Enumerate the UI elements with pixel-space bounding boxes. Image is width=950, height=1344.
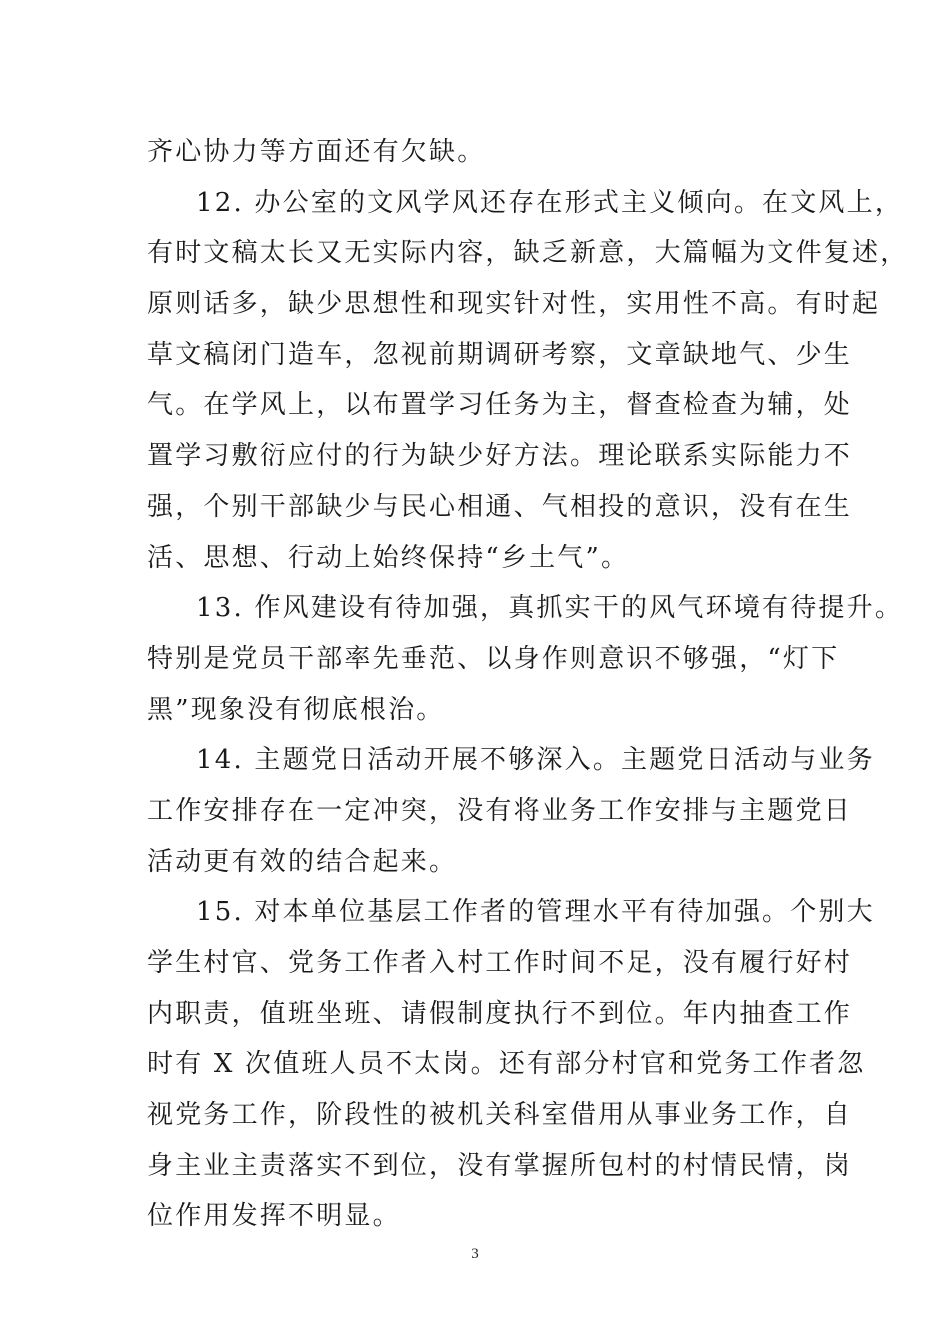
text-line: 特别是党员干部率先垂范、以身作则意识不够强，“灯下 (147, 643, 840, 674)
text-line: 有时文稿太长又无实际内容，缺乏新意，大篇幅为文件复述， (147, 238, 909, 269)
text-line: 草文稿闭门造车，忽视前期调研考察，文章缺地气、少生 (147, 339, 853, 370)
text-line: 工作安排存在一定冲突，没有将业务工作安排与主题党日 (147, 795, 853, 826)
text-line: 活、思想、行动上始终保持“乡土气”。 (147, 542, 630, 573)
document-body (147, 127, 909, 1242)
text-line: 齐心协力等方面还有欠缺。 (147, 137, 486, 167)
text-line: 学生村官、党务工作者入村工作时间不足，没有履行好村 (147, 948, 853, 978)
text-line: 置学习敷衍应付的行为缺少好方法。理论联系实际能力不 (147, 441, 853, 472)
text-line: 活动更有效的结合起来。 (147, 846, 458, 877)
text-line: 视党务工作，阶段性的被机关科室借用从事业务工作，自 (147, 1100, 853, 1131)
text-line: 强，个别干部缺少与民心相通、气相投的意识，没有在生 (147, 491, 853, 522)
paragraph-14-start: 14. 主题党日活动开展不够深入。主题党日活动与业务 (196, 745, 875, 776)
text-line: 内职责，值班坐班、请假制度执行不到位。年内抽查工作 (147, 998, 853, 1029)
text-line: 黑”现象没有彻底根治。 (147, 694, 445, 725)
text-line: 气。在学风上，以布置学习任务为主，督查检查为辅，处 (147, 390, 853, 421)
paragraph-12-start: 12. 办公室的文风学风还存在形式主义倾向。在文风上， (196, 187, 904, 218)
text-line: 身主业主责落实不到位，没有掌握所包村的村情民情，岗 (147, 1150, 853, 1181)
page-number: 3 (471, 1246, 479, 1262)
paragraph-13-start: 13. 作风建设有待加强，真抓实干的风气环境有待提升。 (196, 593, 904, 624)
text-line: 位作用发挥不明显。 (147, 1201, 401, 1232)
text-line: 原则话多，缺少思想性和现实针对性，实用性不高。有时起 (147, 289, 881, 320)
paragraph-15-start: 15. 对本单位基层工作者的管理水平有待加强。个别大 (196, 897, 875, 928)
text-line: 时有 X 次值班人员不太岗。还有部分村官和党务工作者忽 (147, 1049, 866, 1080)
